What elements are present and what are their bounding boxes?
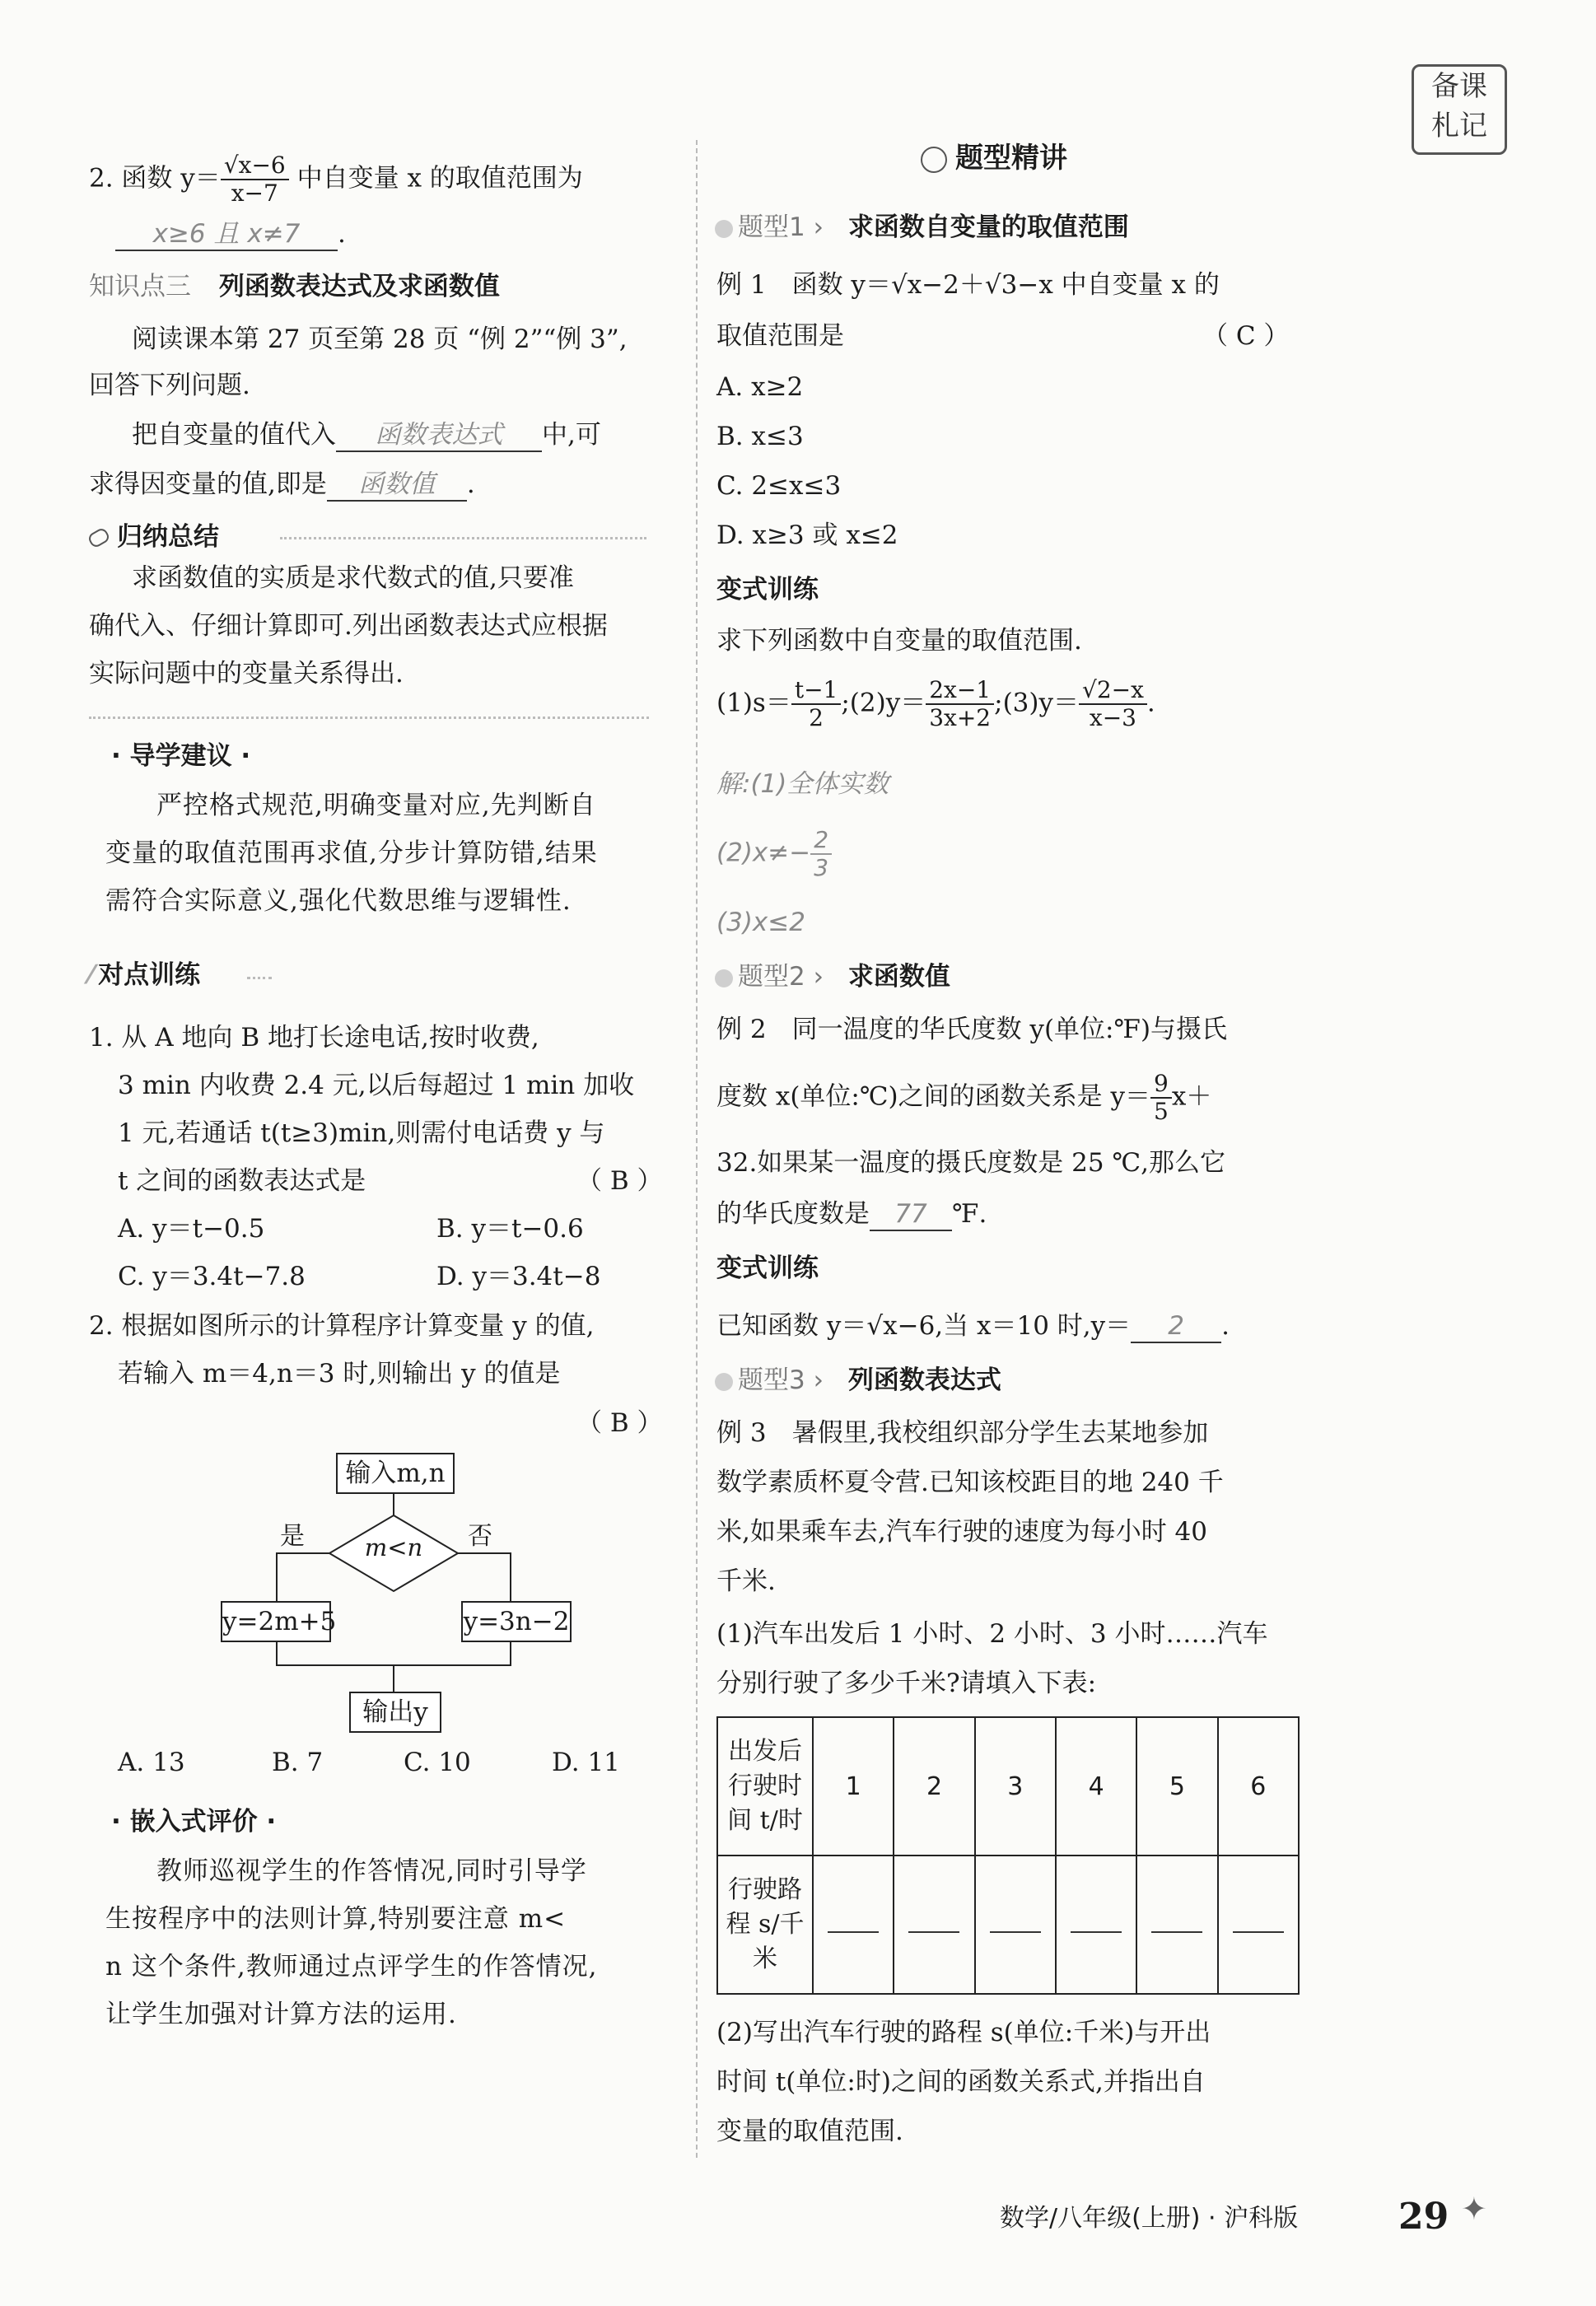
q2-y: y＝ (180, 163, 221, 194)
summary-line-3: 实际问题中的变量关系得出. (89, 659, 404, 689)
ex3-line-2: 数学素质杯夏令营.已知该校距目的地 240 千 (716, 1468, 1224, 1497)
p1-line-3: 1 元,若通话 t(t≥3)min,则需付电话费 y 与 (118, 1118, 605, 1148)
t1-tag-icon (715, 220, 733, 238)
flow-no-label: 否 (468, 1522, 492, 1551)
var2-line (716, 1308, 1230, 1344)
fill-ans1: 函数表达式 (336, 419, 542, 452)
t1-heading: 题型1 › 求函数自变量的取值范围 (715, 209, 1129, 245)
q2-prefix: 2. 函数 (89, 163, 173, 194)
time-cell-6: 6 (1218, 1717, 1299, 1856)
kp3-tag: 知识点三 (89, 272, 191, 301)
q2-answer-line: x≥6 且 x≠7 . (115, 216, 346, 252)
ex1-option-c: C. 2≤x≤3 (716, 471, 842, 501)
var2-answer: 2 (1131, 1310, 1221, 1343)
time-header (717, 1717, 813, 1856)
var1-frac1 (791, 677, 842, 731)
var1-f2-den: 3x+2 (929, 704, 992, 731)
table-row-time (717, 1717, 1299, 1856)
sol-2 (716, 827, 832, 881)
distance-header-l2: 程 s/千 (726, 1910, 805, 1939)
t2-tag-icon (715, 969, 733, 987)
q1-line-2: 分别行驶了多少千米?请填入下表: (716, 1669, 1097, 1698)
eval-line-4: 让学生加强对计算方法的运用. (105, 2000, 457, 2029)
sol2-frac (810, 827, 832, 881)
fill-line2-a: 求得因变量的值,即是 (89, 469, 327, 499)
p1-line-4: t 之间的函数表达式是 (118, 1166, 366, 1196)
q2-line (89, 152, 583, 207)
t2-tag: 题型2 (738, 962, 805, 992)
time-header-l1: 出发后 (728, 1737, 802, 1766)
sol2-den: 3 (814, 854, 829, 881)
p2-line-2: 若输入 m＝4,n＝3 时,则输出 y 的值是 (118, 1359, 561, 1389)
var1-end: . (1146, 688, 1155, 718)
p1-line-1: 1. 从 A 地向 B 地打长途电话,按时收费, (89, 1023, 539, 1053)
eval-title: · 嵌入式评价 · (111, 1807, 277, 1837)
q2b-line-1: (2)写出汽车行驶的路程 s(单位:千米)与开出 (716, 2018, 1211, 2047)
var1-frac3 (1079, 677, 1147, 731)
t1-title: 求函数自变量的取值范围 (847, 212, 1129, 242)
eval-line-2: 生按程序中的法则计算,特别要注意 m< (105, 1904, 567, 1934)
p1-line-2: 3 min 内收费 2.4 元,以后每超过 1 min 加收 (118, 1071, 635, 1100)
time-cell-3: 3 (975, 1717, 1056, 1856)
t3-title: 列函数表达式 (847, 1365, 1001, 1395)
practice-pen-icon: ⁄ (89, 960, 94, 990)
flow-condition: m<n (364, 1533, 423, 1561)
footer-page-number: 29 (1398, 2196, 1449, 2238)
var2-b: . (1221, 1311, 1230, 1341)
t3-tag-icon (715, 1373, 733, 1391)
distance-cell-4[interactable] (1056, 1856, 1136, 1994)
distance-cell-6[interactable] (1218, 1856, 1299, 1994)
fill-line2-b: . (466, 469, 475, 499)
var1-p3: ;(3)y＝ (994, 688, 1079, 718)
fill-line1-a: 把自变量的值代入 (132, 420, 336, 450)
footer-book: 数学/八年级(上册) · 沪科版 (1000, 2204, 1299, 2233)
practice-heading (89, 957, 200, 993)
read-line2: 回答下列问题. (89, 371, 250, 400)
sol-3: (3)x≤2 (716, 908, 805, 937)
var1-f1-num: t−1 (791, 677, 842, 705)
p1-option-b: B. y＝t−0.6 (436, 1214, 584, 1244)
ex2-frac (1150, 1071, 1172, 1125)
var1-expr (716, 677, 1155, 731)
ex2-answer: 77 (870, 1198, 952, 1231)
p1-option-c: C. y＝3.4t−7.8 (118, 1262, 306, 1291)
var1-p2: ;(2)y＝ (841, 688, 926, 718)
p2-line-1: 2. 根据如图所示的计算程序计算变量 y 的值, (89, 1311, 595, 1341)
read-line1: 阅读课本第 27 页至第 28 页 “例 2”“例 3”, (132, 324, 628, 354)
distance-cell-3[interactable] (975, 1856, 1056, 1994)
distance-blank-3[interactable] (990, 1931, 1041, 1933)
p1-option-a: A. y＝t−0.5 (118, 1214, 265, 1244)
var1-p1: (1)s＝ (716, 688, 791, 718)
p1-option-d: D. y＝3.4t−8 (436, 1262, 601, 1291)
ex1-option-b: B. x≤3 (716, 422, 804, 451)
ex2-line-1: 例 2 同一温度的华氏度数 y(单位:℉)与摄氏 (716, 1015, 1228, 1044)
var1-f3-den: x−3 (1089, 704, 1136, 731)
distance-cell-1[interactable] (813, 1856, 894, 1994)
ex3-line-3: 米,如果乘车去,汽车行驶的速度为每小时 40 (716, 1517, 1208, 1547)
sol2-a: (2)x≠− (716, 838, 811, 868)
sol2-num: 2 (810, 827, 832, 855)
time-header-l3: 间 t/时 (727, 1806, 803, 1835)
time-cell-1: 1 (813, 1717, 894, 1856)
p2-answer: （ B ） (576, 1408, 663, 1438)
ex2-line2-b: x＋ (1171, 1081, 1212, 1112)
p2-option-a: A. 13 (118, 1748, 185, 1777)
fill-line2 (89, 466, 475, 502)
q2b-line-2: 时间 t(单位:时)之间的函数关系式,并指出自 (716, 2067, 1206, 2097)
ex1-answer: （ C ） (1202, 321, 1290, 351)
ex1-line-1: 例 1 函数 y＝√x−2＋√3−x 中自变量 x 的 (716, 270, 1220, 300)
summary-line-1: 求函数值的实质是求代数式的值,只要准 (132, 563, 574, 593)
ex2-line4-b: ℉. (952, 1199, 987, 1229)
ex3-line-4: 千米. (716, 1566, 776, 1596)
q2-num: √x−6 (221, 152, 289, 180)
time-header-l2: 行驶时 (728, 1772, 802, 1800)
q2-den: x−7 (231, 180, 278, 207)
summary-title: 归纳总结 (117, 522, 219, 552)
flow-output-box: 输出y (349, 1692, 441, 1733)
var2-heading: 变式训练 (716, 1253, 819, 1283)
kp3-title: 列函数表达式及求函数值 (218, 272, 500, 301)
section-title: 题型精讲 (955, 142, 1067, 175)
ex2-line-3: 32.如果某一温度的摄氏度数是 25 ℃,那么它 (716, 1148, 1225, 1178)
var2-a: 已知函数 y＝√x−6,当 x＝10 时,y＝ (716, 1311, 1132, 1341)
summary-bottom-rule (89, 717, 649, 719)
ex2-line-2 (716, 1071, 1211, 1125)
fill-line1-b: 中,可 (542, 420, 601, 450)
ex2-line4-a: 的华氏度数是 (716, 1199, 870, 1229)
t2-heading: 题型2 › 求函数值 (715, 959, 950, 995)
t1-tag: 题型1 (738, 212, 805, 242)
summary-top-rule (280, 537, 646, 539)
flow-right-box: y=3n−2 (461, 1601, 572, 1642)
time-cell-2: 2 (894, 1717, 974, 1856)
summary-line-2: 确代入、仔细计算即可.列出函数表达式应根据 (89, 611, 608, 641)
practice-title: 对点训练 (98, 960, 201, 990)
var1-f2-num: 2x−1 (926, 677, 994, 705)
ex1-option-a: A. x≥2 (716, 372, 804, 402)
distance-header-l1: 行驶路 (728, 1875, 802, 1904)
kp3-heading (89, 268, 500, 305)
q2-fraction (221, 152, 289, 207)
distance-blank-5[interactable] (1151, 1931, 1202, 1933)
section-heading (921, 140, 1067, 176)
p2-option-d: D. 11 (552, 1748, 620, 1777)
ex3-line-1: 例 3 暑假里,我校组织部分学生去某地参加 (716, 1418, 1209, 1448)
sol-1: 解:(1)全体实数 (716, 769, 889, 799)
time-cell-4: 4 (1056, 1717, 1136, 1856)
var1-frac2 (926, 677, 994, 731)
fill-line1 (132, 417, 601, 453)
flow-left-box: y=2m+5 (221, 1601, 331, 1642)
guide-title: · 导学建议 · (111, 741, 251, 771)
distance-blank-2[interactable] (908, 1931, 959, 1933)
var1-heading: 变式训练 (716, 575, 819, 605)
distance-blank-6[interactable] (1233, 1931, 1284, 1933)
summary-heading (89, 519, 219, 555)
distance-table (716, 1716, 1300, 1995)
fill-ans2: 函数值 (327, 469, 467, 502)
eval-line-3: n 这个条件,教师通过点评学生的作答情况, (105, 1952, 598, 1982)
guide-line-1: 严控格式规范,明确变量对应,先判断自 (156, 791, 596, 820)
distance-header-l3: 米 (753, 1944, 777, 1973)
q1-line-1: (1)汽车出发后 1 小时、2 小时、3 小时……汽车 (716, 1619, 1268, 1649)
distance-blank-1[interactable] (828, 1931, 879, 1933)
distance-blank-4[interactable] (1071, 1931, 1122, 1933)
q2-answer: x≥6 且 x≠7 (115, 218, 338, 251)
ex2-line2-a: 度数 x(单位:℃)之间的函数关系是 y＝ (716, 1081, 1151, 1112)
var1-text: 求下列函数中自变量的取值范围. (716, 626, 1082, 656)
practice-rule (247, 977, 272, 979)
q2-suffix: 中自变量 x 的取值范围为 (296, 163, 583, 194)
distance-cell-2[interactable] (894, 1856, 974, 1994)
guide-line-3: 需符合实际意义,强化代数思维与逻辑性. (105, 886, 572, 916)
p2-option-b: B. 7 (272, 1748, 324, 1777)
badge-line1: 备课 (1431, 70, 1487, 103)
time-cell-5: 5 (1136, 1717, 1217, 1856)
distance-header (717, 1856, 813, 1994)
eval-line-1: 教师巡视学生的作答情况,同时引导学 (156, 1856, 587, 1886)
t3-heading: 题型3 › 列函数表达式 (715, 1362, 1001, 1398)
var1-f1-den: 2 (809, 704, 824, 731)
badge-line2: 札记 (1431, 110, 1487, 142)
pencil-icon (86, 526, 111, 549)
distance-cell-5[interactable] (1136, 1856, 1217, 1994)
guide-line-2: 变量的取值范围再求值,分步计算防错,结果 (105, 838, 598, 868)
footer-star-icon: ✦ (1461, 2191, 1487, 2227)
ex2-frac-num: 9 (1150, 1071, 1172, 1099)
flow-yes-label: 是 (280, 1522, 305, 1551)
ex1-option-d: D. x≥3 或 x≤2 (716, 520, 898, 550)
ex2-frac-den: 5 (1154, 1098, 1169, 1125)
q2b-line-3: 变量的取值范围. (716, 2117, 903, 2146)
t2-title: 求函数值 (847, 962, 950, 992)
ex1-line-2: 取值范围是 (716, 321, 844, 351)
corner-badge (1412, 64, 1507, 155)
var1-f3-num: √2−x (1079, 677, 1147, 705)
section-icon (921, 147, 947, 173)
column-divider (696, 140, 698, 2158)
t3-tag: 题型3 (738, 1365, 805, 1395)
flow-input-box: 输入m,n (336, 1453, 455, 1494)
table-row-distance (717, 1856, 1299, 1994)
ex2-line-4 (716, 1196, 987, 1232)
p1-answer: （ B ） (576, 1166, 663, 1196)
p2-option-c: C. 10 (404, 1748, 471, 1777)
